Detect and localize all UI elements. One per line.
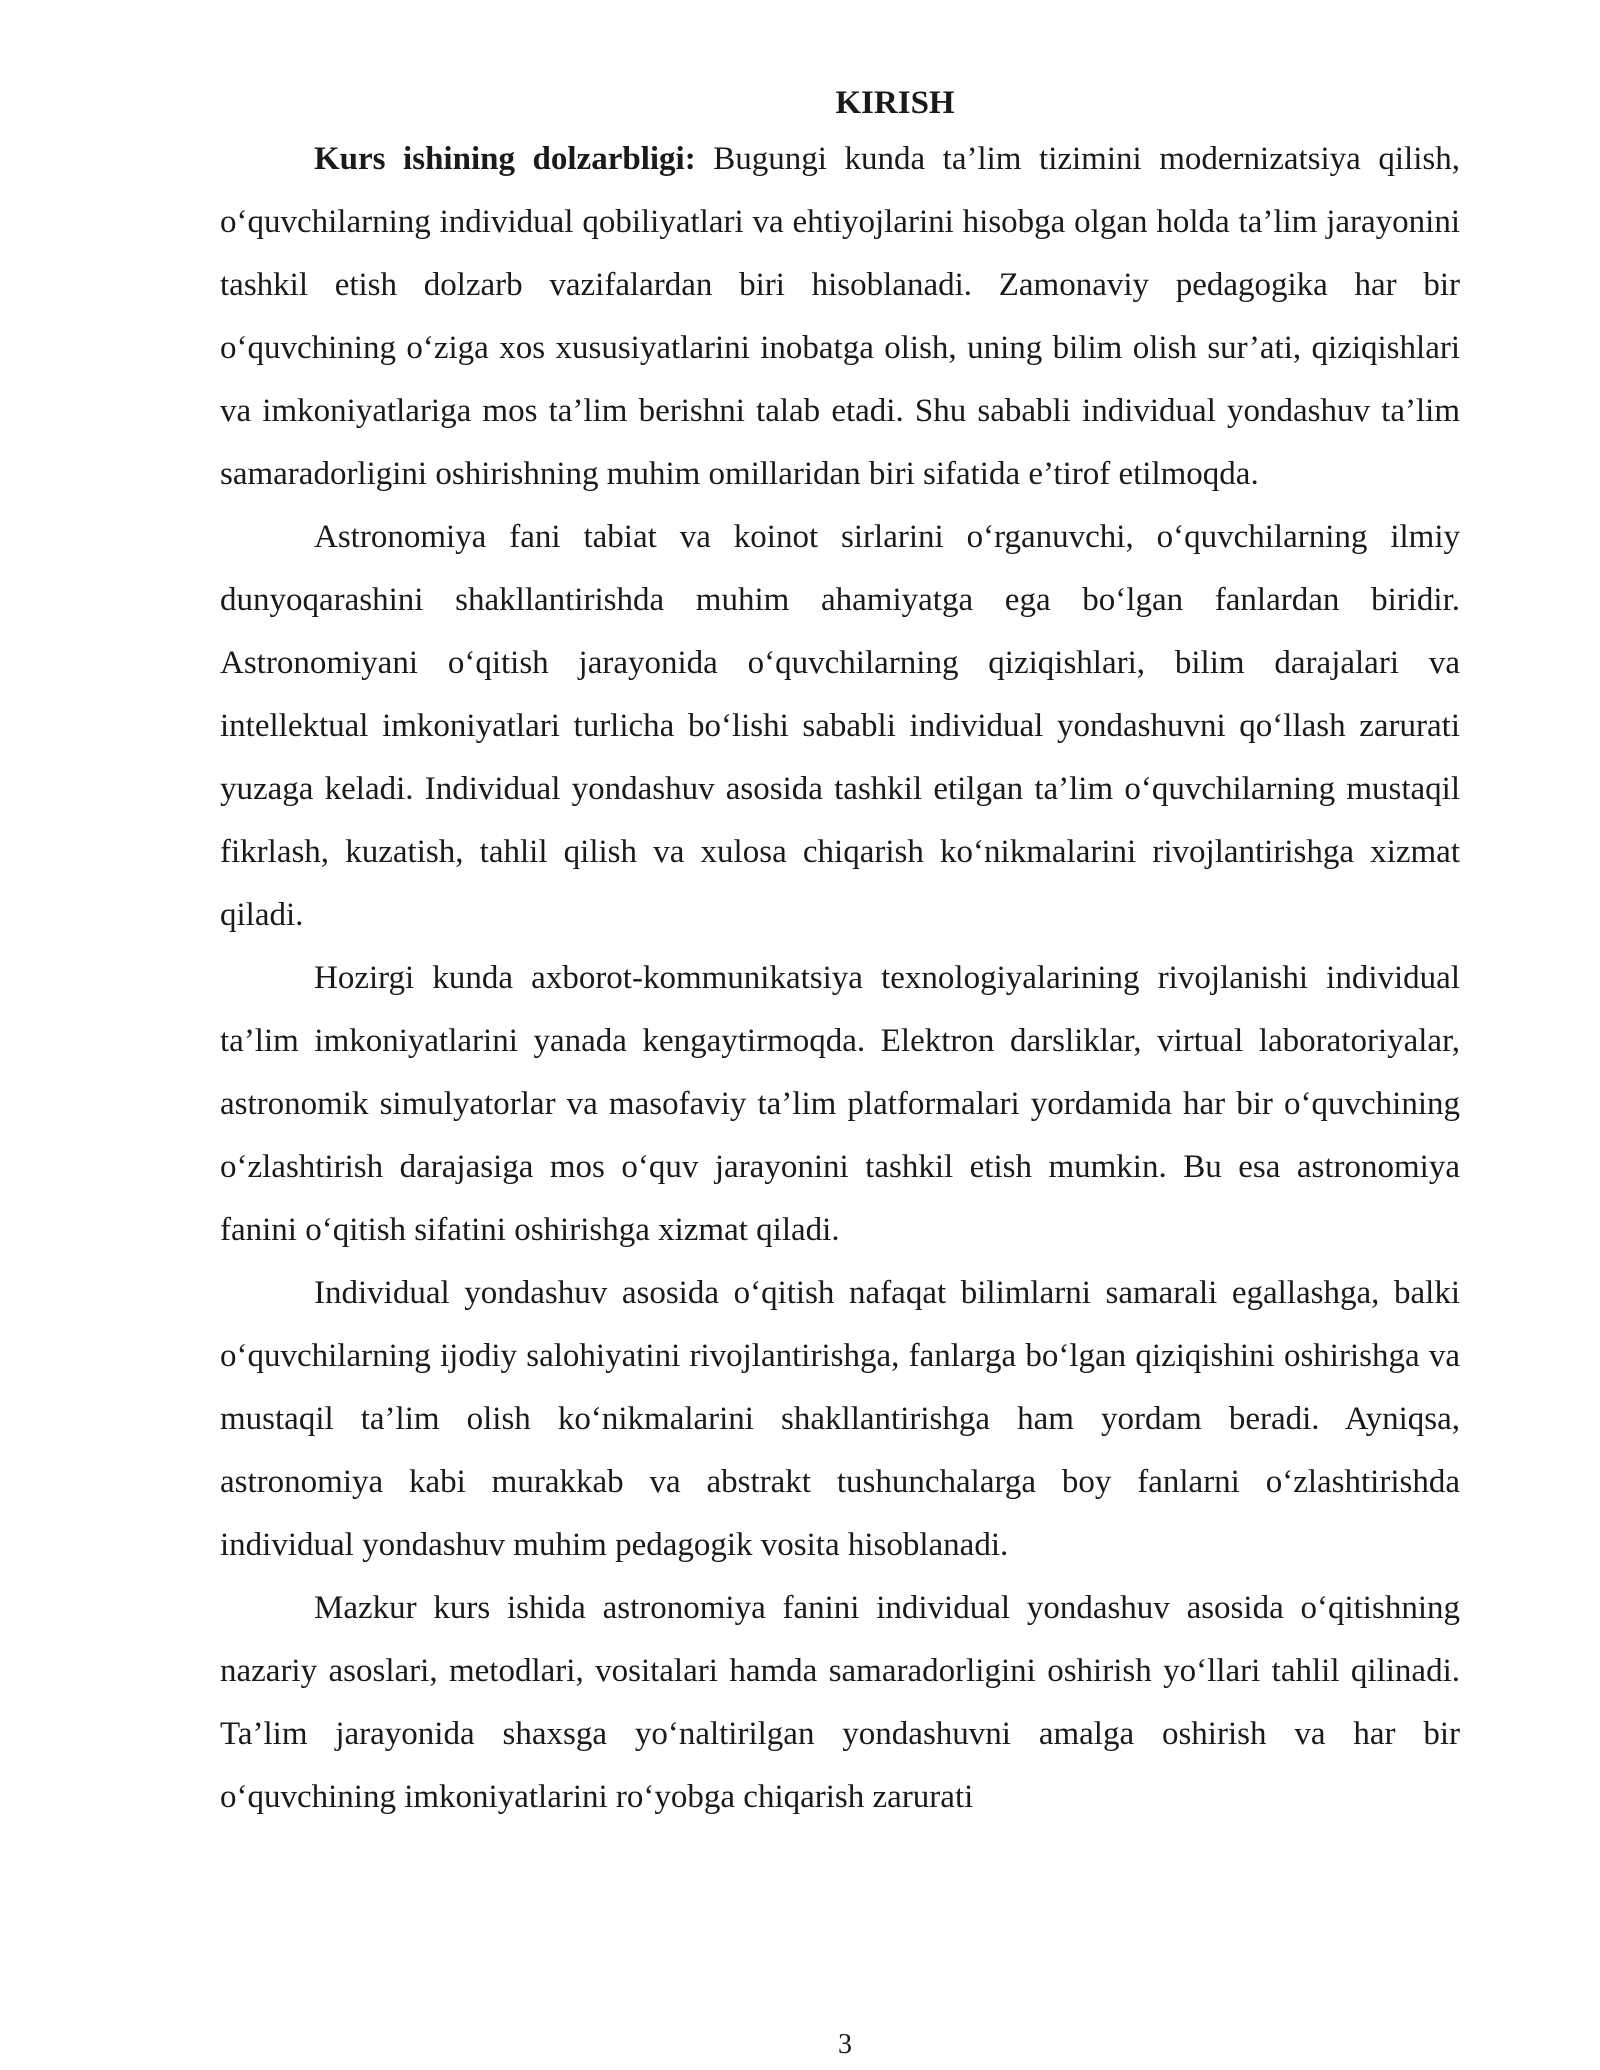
paragraph-relevance	[220, 128, 1460, 506]
paragraph-ict: Hozirgi kunda axborot-kommunikatsiya texnologiyalarining rivojlanishi individual ta’lim imkoniyatlarini yanada kengaytirmoqda. Elektron darsliklar, virtual laboratoriyalar, astronomik simulyatorlar va masofaviy ta’lim platformalari yordamida har bir o‘quvchining o‘zlashtirish darajasiga mos o‘quv jarayonini tashkil etish mumkin. Bu esa astronomiya fanini o‘qitish sifatini oshirishga xizmat qiladi.	[220, 960, 1460, 1248]
paragraph-astronomy: Astronomiya fani tabiat va koinot sirlarini o‘rganuvchi, o‘quvchilarning ilmiy dunyoqarashini shakllantirishda muhim ahamiyatga ega bo‘lgan fanlardan biridir. Astronomiyani o‘qitish jarayonida o‘quvchilarning qiziqishlari, bilim darajalari va intellektual imkoniyatlari turlicha bo‘lishi sababli individual yondashuvni qo‘llash zarurati yuzaga keladi. Individual yondashuv asosida tashkil etilgan ta’lim o‘quvchilarning mustaqil fikrlash, kuzatish, tahlil qilish va xulosa chiqarish ko‘nikmalarini rivojlantirishga xizmat qiladi.	[220, 519, 1460, 933]
paragraph-lead: Kurs ishining dolzarbligi:	[314, 141, 696, 177]
paragraph-text: Bugungi kunda ta’lim tizimini modernizatsiya qilish, o‘quvchilarning individual qobiliyatlari va ehtiyojlarini hisobga olgan holda ta’lim jarayonini tashkil etish dolzarb vazifalardan biri hisoblanadi. Zamonaviy pedagogika har bir o‘quvchining o‘ziga xos xususiyatlarini inobatga olish, uning bilim olish sur’ati, qiziqishlari va imkoniyatlariga mos ta’lim berishni talab etadi. Shu sababli individual yondashuv ta’lim samaradorligini oshirishning muhim omillaridan biri sifatida e’tirof etilmoqda.	[220, 141, 1460, 492]
page-number: 3	[838, 2029, 852, 2060]
document-page	[220, 78, 1460, 1829]
page-title: KIRISH	[835, 85, 955, 121]
paragraph-course-scope: Mazkur kurs ishida astronomiya fanini individual yondashuv asosida o‘qitishning nazariy asoslari, metodlari, vositalari hamda samaradorligini oshirish yo‘llari tahlil qilinadi. Ta’lim jarayonida shaxsga yo‘naltirilgan yondashuvni amalga oshirish va har bir o‘quvchining imkoniyatlarini ro‘yobga chiqarish zarurati	[220, 1590, 1460, 1815]
paragraph-individual-approach: Individual yondashuv asosida o‘qitish nafaqat bilimlarni samarali egallashga, balki o‘quvchilarning ijodiy salohiyatini rivojlantirishga, fanlarga bo‘lgan qiziqishini oshirishga va mustaqil ta’lim olish ko‘nikmalarini shakllantirishga ham yordam beradi. Ayniqsa, astronomiya kabi murakkab va abstrakt tushunchalarga boy fanlarni o‘zlashtirishda individual yondashuv muhim pedagogik vosita hisoblanadi.	[220, 1275, 1460, 1563]
